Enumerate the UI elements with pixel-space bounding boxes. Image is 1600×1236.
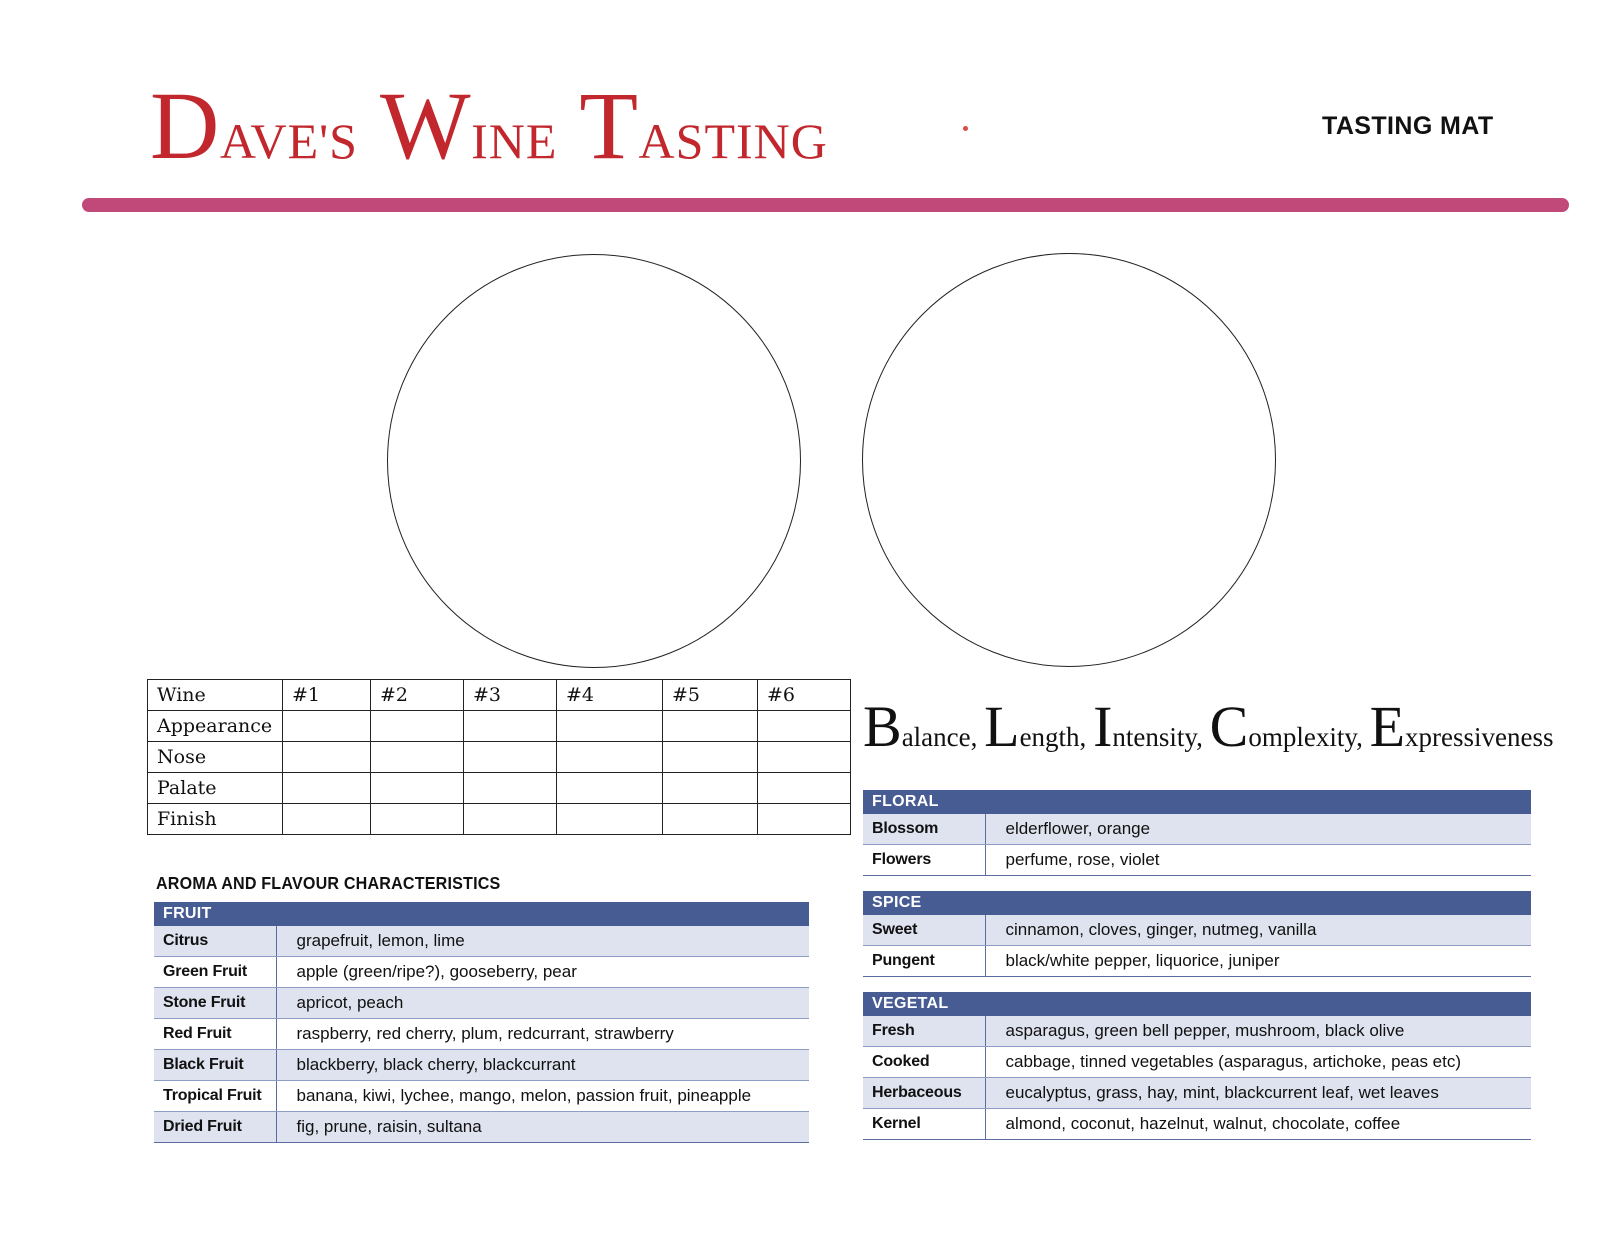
aroma-examples: perfume, rose, violet	[985, 845, 1531, 876]
aroma-row	[154, 1112, 809, 1143]
aroma-examples: apple (green/ripe?), gooseberry, pear	[276, 957, 809, 988]
fruit-group-title: FRUIT	[154, 902, 809, 926]
aroma-row	[863, 1016, 1531, 1047]
score-cell[interactable]	[371, 773, 464, 804]
aroma-category: Fresh	[863, 1016, 985, 1047]
score-cell[interactable]	[663, 804, 758, 835]
glass-placement-circle-1	[387, 254, 801, 668]
aroma-examples: asparagus, green bell pepper, mushroom, black olive	[985, 1016, 1531, 1047]
aroma-row	[863, 845, 1531, 876]
score-cell[interactable]	[557, 804, 663, 835]
score-cell[interactable]	[371, 711, 464, 742]
aroma-category: Black Fruit	[154, 1050, 276, 1081]
aroma-category: Green Fruit	[154, 957, 276, 988]
score-cell[interactable]	[283, 773, 371, 804]
blice-criteria-line	[863, 694, 1554, 759]
score-cell[interactable]	[464, 804, 557, 835]
aroma-examples: elderflower, orange	[985, 814, 1531, 845]
aroma-category: Pungent	[863, 946, 985, 977]
blice-balance: Balance,	[863, 694, 978, 759]
aroma-examples: apricot, peach	[276, 988, 809, 1019]
aroma-examples: grapefruit, lemon, lime	[276, 926, 809, 957]
score-cell[interactable]	[371, 804, 464, 835]
aroma-category: Citrus	[154, 926, 276, 957]
page-title	[150, 72, 828, 179]
title-word-2: WINE	[379, 72, 558, 179]
vegetal-group-title: VEGETAL	[863, 992, 1531, 1016]
aroma-row	[863, 1109, 1531, 1140]
score-row-label: Appearance	[148, 711, 283, 742]
score-row-finish	[148, 804, 851, 835]
score-cell[interactable]	[464, 742, 557, 773]
score-header-1: #1	[283, 680, 371, 711]
aroma-row	[863, 1047, 1531, 1078]
vegetal-aroma-table	[863, 992, 1531, 1140]
blice-intensity: Intensity,	[1093, 694, 1203, 759]
score-cell[interactable]	[758, 773, 851, 804]
score-header-6: #6	[758, 680, 851, 711]
title-word-3: TASTING	[579, 72, 828, 179]
aroma-category: Kernel	[863, 1109, 985, 1140]
score-cell[interactable]	[557, 773, 663, 804]
aroma-category: Stone Fruit	[154, 988, 276, 1019]
score-cell[interactable]	[758, 804, 851, 835]
aroma-row	[154, 1050, 809, 1081]
aroma-row	[154, 957, 809, 988]
decorative-dot	[963, 126, 968, 131]
title-word-1: DAVE'S	[150, 72, 358, 179]
aroma-category: Tropical Fruit	[154, 1081, 276, 1112]
score-cell[interactable]	[464, 773, 557, 804]
score-cell[interactable]	[758, 711, 851, 742]
score-row-label: Palate	[148, 773, 283, 804]
aroma-examples: raspberry, red cherry, plum, redcurrant, strawberry	[276, 1019, 809, 1050]
blice-length: Length,	[984, 694, 1087, 759]
score-header-5: #5	[663, 680, 758, 711]
aroma-row	[154, 1081, 809, 1112]
aroma-category: Red Fruit	[154, 1019, 276, 1050]
score-cell[interactable]	[464, 711, 557, 742]
aroma-examples: banana, kiwi, lychee, mango, melon, passion fruit, pineapple	[276, 1081, 809, 1112]
spice-aroma-table	[863, 891, 1531, 977]
score-cell[interactable]	[663, 742, 758, 773]
score-cell[interactable]	[557, 711, 663, 742]
aroma-row	[863, 1078, 1531, 1109]
page-subtitle: TASTING MAT	[1322, 112, 1494, 140]
score-cell[interactable]	[283, 742, 371, 773]
score-header-3: #3	[464, 680, 557, 711]
score-cell[interactable]	[371, 742, 464, 773]
aroma-category: Cooked	[863, 1047, 985, 1078]
aroma-category: Dried Fruit	[154, 1112, 276, 1143]
score-cell[interactable]	[663, 711, 758, 742]
glass-placement-circle-2	[862, 253, 1276, 667]
aroma-category: Blossom	[863, 814, 985, 845]
aroma-category: Sweet	[863, 915, 985, 946]
aroma-examples: eucalyptus, grass, hay, mint, blackcurrent leaf, wet leaves	[985, 1078, 1531, 1109]
aroma-row	[154, 926, 809, 957]
aroma-section-heading: AROMA AND FLAVOUR CHARACTERISTICS	[156, 873, 501, 893]
floral-aroma-table	[863, 790, 1531, 876]
fruit-aroma-table	[154, 902, 809, 1143]
spice-group-title: SPICE	[863, 891, 1531, 915]
score-header-wine: Wine	[148, 680, 283, 711]
blice-expressiveness: Expressiveness	[1369, 694, 1554, 759]
score-table-header-row	[148, 680, 851, 711]
aroma-examples: fig, prune, raisin, sultana	[276, 1112, 809, 1143]
header-divider	[82, 198, 1569, 212]
score-cell[interactable]	[758, 742, 851, 773]
aroma-category: Flowers	[863, 845, 985, 876]
aroma-row	[863, 915, 1531, 946]
score-cell[interactable]	[557, 742, 663, 773]
floral-group-title: FLORAL	[863, 790, 1531, 814]
blice-complexity: Complexity,	[1209, 694, 1363, 759]
aroma-row	[154, 1019, 809, 1050]
score-row-nose	[148, 742, 851, 773]
aroma-examples: black/white pepper, liquorice, juniper	[985, 946, 1531, 977]
score-row-appearance	[148, 711, 851, 742]
aroma-examples: cinnamon, cloves, ginger, nutmeg, vanilla	[985, 915, 1531, 946]
wine-score-table	[147, 679, 851, 835]
score-row-label: Finish	[148, 804, 283, 835]
aroma-category: Herbaceous	[863, 1078, 985, 1109]
score-cell[interactable]	[283, 804, 371, 835]
score-row-label: Nose	[148, 742, 283, 773]
aroma-row	[863, 814, 1531, 845]
aroma-row	[154, 988, 809, 1019]
aroma-examples: almond, coconut, hazelnut, walnut, chocolate, coffee	[985, 1109, 1531, 1140]
aroma-examples: cabbage, tinned vegetables (asparagus, artichoke, peas etc)	[985, 1047, 1531, 1078]
aroma-row	[863, 946, 1531, 977]
score-row-palate	[148, 773, 851, 804]
score-cell[interactable]	[663, 773, 758, 804]
score-cell[interactable]	[283, 711, 371, 742]
score-header-4: #4	[557, 680, 663, 711]
aroma-examples: blackberry, black cherry, blackcurrant	[276, 1050, 809, 1081]
score-header-2: #2	[371, 680, 464, 711]
